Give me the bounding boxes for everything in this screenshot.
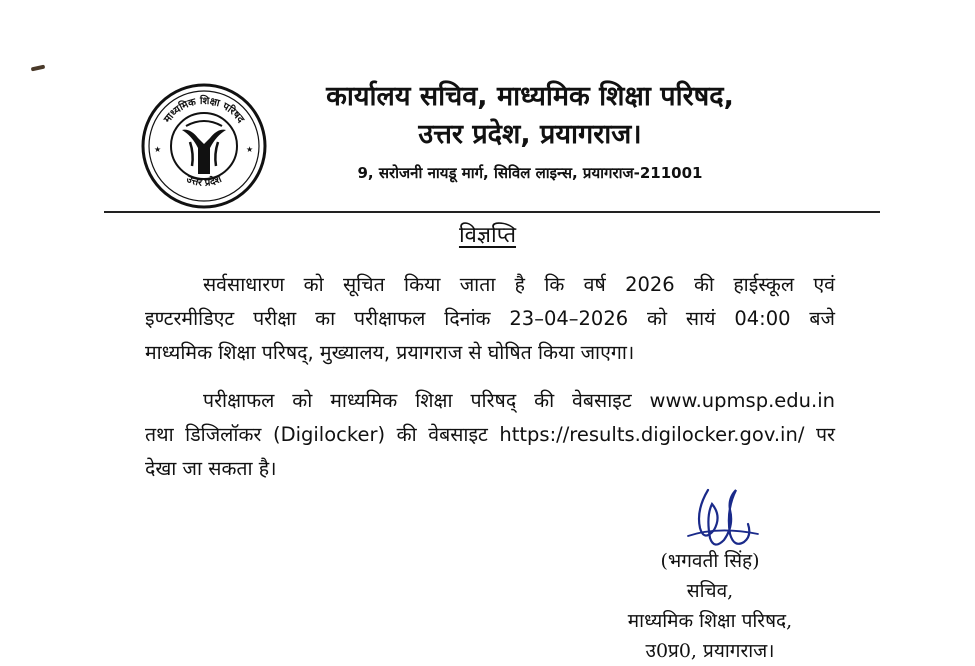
svg-text:उत्तर प्रदेश: [184, 174, 225, 189]
signatory-location: उ0प्र0, प्रयागराज।: [645, 640, 775, 662]
board-seal-icon: [140, 82, 268, 210]
svg-text:★: ★: [246, 145, 254, 154]
signatory-block: [580, 546, 840, 666]
office-subtitle: उत्तर प्रदेश, प्रयागराज।: [418, 119, 642, 150]
office-address: 9, सरोजनी नायडू मार्ग, सिविल लाइन्स, प्रयागराज-211001: [357, 164, 703, 182]
header-divider: [104, 211, 880, 213]
paragraph-1-line-2: इण्टरमीडिएट परीक्षा का परीक्षाफल दिनांक 23–04–2026 को सायं 04:00 बजे: [145, 307, 835, 330]
notice-paragraph-1: [145, 268, 835, 370]
paragraph-1-line-3: माध्यमिक शिक्षा परिषद्, मुख्यालय, प्रयागराज से घोषित किया जाएगा।: [145, 341, 635, 364]
signatory-name: (भगवती सिंह): [660, 550, 760, 572]
svg-text:★: ★: [154, 145, 162, 154]
notice-title-text: विज्ञप्ति: [458, 223, 517, 248]
paragraph-2-line-2: तथा डिजिलॉकर (Digilocker) की वेबसाइट https://results.digilocker.gov.in/ पर: [145, 423, 835, 446]
paragraph-1-line-1: सर्वसाधारण को सूचित किया जाता है कि वर्ष 2026 की हाईस्कूल एवं: [203, 273, 835, 296]
signatory-organization: माध्यमिक शिक्षा परिषद,: [627, 610, 793, 632]
notice-title: [0, 220, 975, 252]
notice-paragraph-2: [145, 384, 835, 486]
office-title: कार्यालय सचिव, माध्यमिक शिक्षा परिषद,: [326, 81, 734, 112]
seal-top-text: माध्यमिक शिक्षा परिषद: [162, 95, 246, 126]
office-heading: [280, 78, 780, 186]
stray-ink-mark: [31, 65, 46, 72]
paragraph-2-line-1: परीक्षाफल को माध्यमिक शिक्षा परिषद् की वेबसाइट www.upmsp.edu.in: [203, 389, 835, 412]
seal-bottom-text: उत्तर प्रदेश: [184, 174, 224, 189]
signatory-designation: सचिव,: [686, 580, 734, 602]
paragraph-2-line-3: देखा जा सकता है।: [145, 457, 277, 480]
